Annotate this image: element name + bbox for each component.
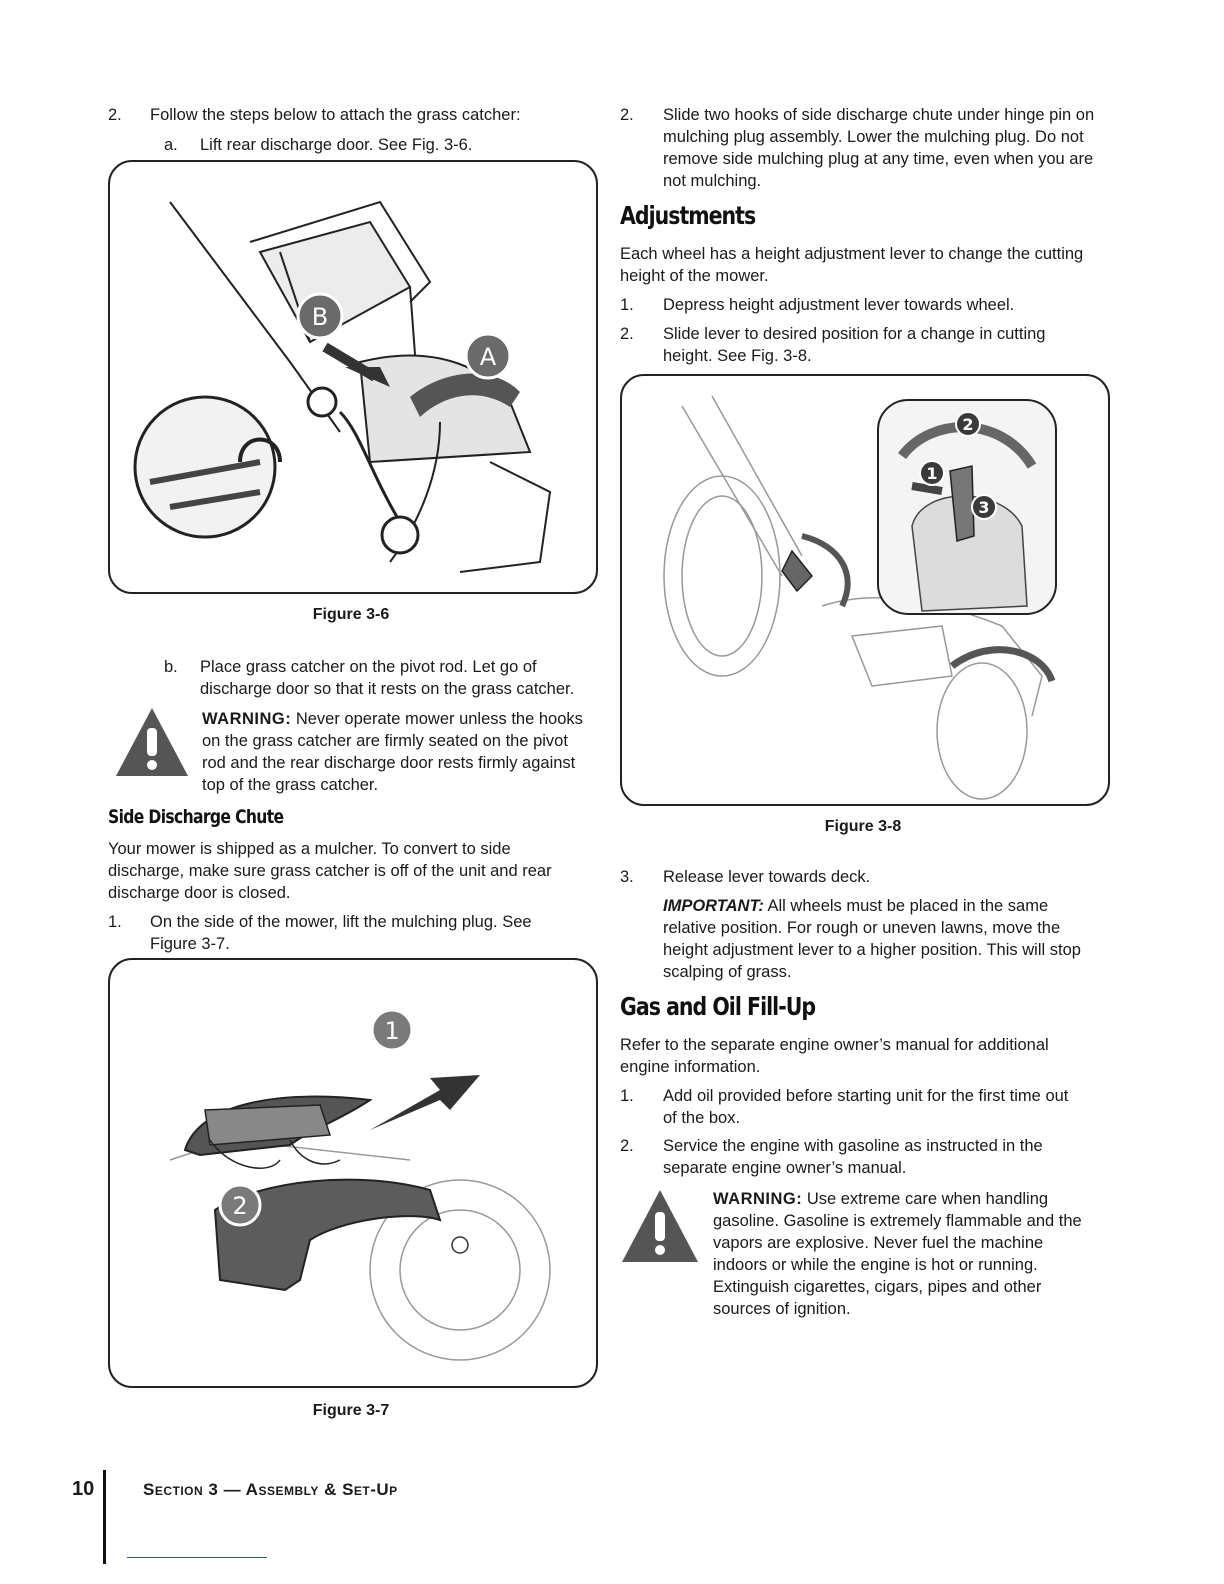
substep-letter: b.: [164, 658, 178, 676]
figure-caption: Figure 3-8: [824, 818, 902, 835]
warning-label: WARNING:: [713, 1190, 803, 1208]
substep-text: Lift rear discharge door. See Fig. 3-6.: [200, 136, 473, 154]
warning-line: indoors or while the engine is hot or running.: [713, 1256, 1038, 1274]
figure-3-7-illustration: [108, 958, 598, 1388]
warning-line: [713, 1188, 1048, 1210]
warning-line: vapors are explosive. Never fuel the machine: [713, 1234, 1044, 1252]
paragraph-line: Each wheel has a height adjustment lever to change the cutting: [620, 245, 1084, 263]
step-text: Depress height adjustment lever towards wheel.: [663, 296, 1015, 314]
step-text-line: Slide two hooks of side discharge chute under hinge pin on: [663, 106, 1095, 124]
figure-3-7-drawing: [110, 960, 596, 1386]
callout-b-label: B: [311, 303, 329, 331]
callout-2-label: 2: [962, 415, 974, 434]
warning-triangle-icon: [114, 706, 190, 778]
step-text-line: of the box.: [663, 1109, 741, 1127]
paragraph-line: Your mower is shipped as a mulcher. To convert to side: [108, 840, 511, 858]
substep-text-line: discharge door so that it rests on the grass catcher.: [200, 680, 575, 698]
section-heading: Gas and Oil Fill-Up: [620, 992, 816, 1021]
warning-line: gasoline. Gasoline is extremely flammable and the: [713, 1212, 1082, 1230]
important-label: IMPORTANT:: [663, 897, 764, 915]
step-number: 1.: [108, 913, 122, 931]
figure-3-6-illustration: [108, 160, 598, 594]
warning-line: top of the grass catcher.: [202, 776, 379, 794]
step-number: 2.: [620, 106, 634, 124]
warning-label: WARNING:: [202, 710, 292, 728]
section-heading: Side Discharge Chute: [108, 806, 284, 828]
page-number: 10: [72, 1478, 95, 1500]
step-number: 2.: [108, 106, 122, 124]
callout-a-label: A: [479, 343, 497, 371]
step-text-line: mulching plug assembly. Lower the mulching plug. Do not: [663, 128, 1084, 146]
figure-3-8-drawing: [622, 376, 1108, 804]
figure-caption: Figure 3-7: [312, 1402, 390, 1419]
step-text: Follow the steps below to attach the grass catcher:: [150, 106, 521, 124]
step-text-line: Figure 3-7.: [150, 935, 230, 953]
step-text-line: Slide lever to desired position for a change in cutting: [663, 325, 1046, 343]
section-heading: Adjustments: [620, 201, 756, 230]
callout-1-label: 1: [926, 464, 938, 483]
warning-line: rod and the rear discharge door rests firmly against: [202, 754, 576, 772]
step-text-line: Add oil provided before starting unit for the first time out: [663, 1087, 1069, 1105]
important-text: All wheels must be placed in the same: [763, 897, 1049, 915]
paragraph-line: height of the mower.: [620, 267, 769, 285]
important-line: height adjustment lever to a higher position. This will stop: [663, 941, 1081, 959]
important-line: scalping of grass.: [663, 963, 792, 981]
callout-3-label: 3: [978, 498, 990, 517]
step-number: 2.: [620, 325, 634, 343]
step-text-line: separate engine owner’s manual.: [663, 1159, 907, 1177]
warning-line: on the grass catcher are firmly seated on the pivot: [202, 732, 568, 750]
important-line: relative position. For rough or uneven lawns, move the: [663, 919, 1061, 937]
paragraph-line: engine information.: [620, 1058, 761, 1076]
warning-triangle-icon: [620, 1188, 700, 1264]
section-footer-title: Section 3 — Assembly & Set-Up: [143, 1480, 398, 1499]
step-number: 3.: [620, 868, 634, 886]
substep-text-line: Place grass catcher on the pivot rod. Let go of: [200, 658, 537, 676]
footer-underline: [127, 1557, 267, 1558]
footer-divider: [103, 1470, 106, 1564]
substep-letter: a.: [164, 136, 178, 154]
warning-line: [202, 708, 583, 730]
step-text-line: not mulching.: [663, 172, 762, 190]
warning-line: sources of ignition.: [713, 1300, 851, 1318]
step-number: 1.: [620, 1087, 634, 1105]
paragraph-line: discharge, make sure grass catcher is off of the unit and rear: [108, 862, 552, 880]
paragraph-line: discharge door is closed.: [108, 884, 291, 902]
important-line: [663, 895, 1048, 917]
warning-line: Extinguish cigarettes, cigars, pipes and other: [713, 1278, 1042, 1296]
step-text-line: Service the engine with gasoline as instructed in the: [663, 1137, 1043, 1155]
step-text-line: remove side mulching plug at any time, even when you are: [663, 150, 1094, 168]
step-text-line: On the side of the mower, lift the mulching plug. See: [150, 913, 532, 931]
paragraph-line: Refer to the separate engine owner’s manual for additional: [620, 1036, 1049, 1054]
warning-text: Use extreme care when handling: [802, 1190, 1049, 1208]
figure-3-8-illustration: [620, 374, 1110, 806]
figure-caption: Figure 3-6: [312, 606, 390, 623]
callout-2-label: 2: [232, 1192, 248, 1220]
step-number: 2.: [620, 1137, 634, 1155]
step-text-line: height. See Fig. 3-8.: [663, 347, 812, 365]
figure-3-6-drawing: [110, 162, 596, 592]
step-text: Release lever towards deck.: [663, 868, 871, 886]
warning-text: Never operate mower unless the hooks: [291, 710, 583, 728]
callout-1-label: 1: [384, 1017, 400, 1045]
step-number: 1.: [620, 296, 634, 314]
